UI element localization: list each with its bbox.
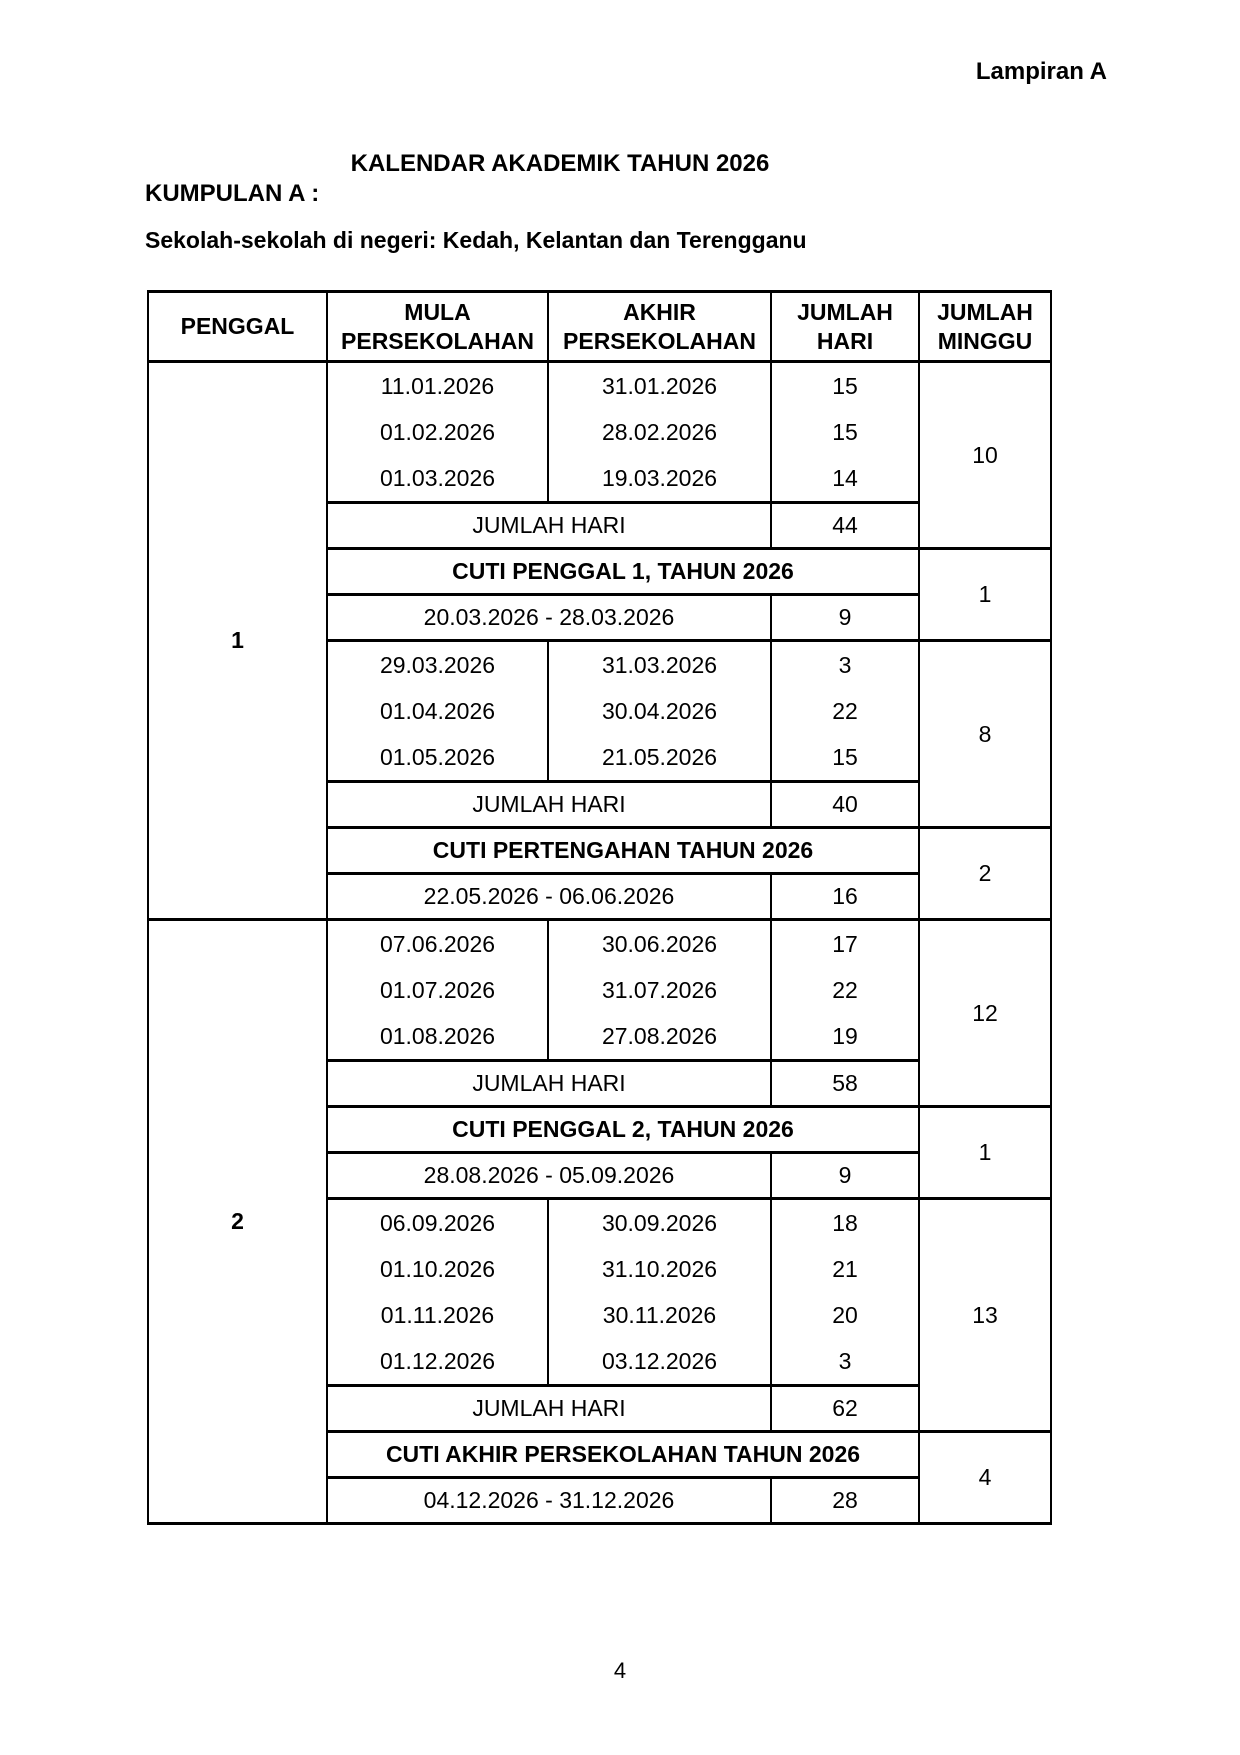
page-title: KALENDAR AKADEMIK TAHUN 2026	[350, 150, 770, 177]
cuti-title: CUTI AKHIR PERSEKOLAHAN TAHUN 2026	[327, 1432, 919, 1478]
minggu-count: 4	[919, 1432, 1051, 1524]
akhir-dates-cell	[548, 362, 771, 503]
akhir-date: 31.01.2026	[601, 373, 718, 399]
akhir-date: 03.12.2026	[601, 1348, 718, 1374]
header-jumlah-minggu: JUMLAH MINGGU	[919, 292, 1051, 362]
hari-counts-cell	[771, 920, 919, 1061]
cuti-title: CUTI PENGGAL 1, TAHUN 2026	[327, 549, 919, 595]
cuti-date-range: 04.12.2026 - 31.12.2026	[327, 1478, 771, 1524]
hari-count: 16	[771, 874, 919, 920]
term-1-label: 1	[148, 362, 327, 920]
jumlah-hari-total: 44	[771, 503, 919, 549]
minggu-count: 2	[919, 828, 1051, 920]
akhir-dates-cell	[548, 641, 771, 782]
header-mula-persekolahan: MULA PERSEKOLAHAN	[327, 292, 548, 362]
akhir-date: 21.05.2026	[601, 744, 718, 770]
minggu-count: 12	[919, 920, 1051, 1107]
akhir-date: 31.10.2026	[601, 1256, 718, 1282]
jumlah-hari-label: JUMLAH HARI	[327, 1386, 771, 1432]
minggu-count: 1	[919, 1107, 1051, 1199]
mula-date: 01.04.2026	[379, 698, 496, 724]
page-number: 4	[613, 1658, 627, 1683]
mula-date: 01.08.2026	[379, 1023, 496, 1049]
hari-count: 22	[832, 698, 858, 724]
hari-count: 19	[832, 1023, 858, 1049]
hari-counts-cell	[771, 641, 919, 782]
hari-count: 28	[771, 1478, 919, 1524]
minggu-count: 1	[919, 549, 1051, 641]
jumlah-hari-total: 40	[771, 782, 919, 828]
hari-count: 14	[832, 465, 858, 491]
mula-date: 01.11.2026	[380, 1302, 495, 1328]
jumlah-hari-total: 58	[771, 1061, 919, 1107]
mula-dates-cell	[327, 1199, 548, 1386]
header-akhir-persekolahan: AKHIR PERSEKOLAHAN	[548, 292, 771, 362]
mula-dates-cell	[327, 362, 548, 503]
table-header-row	[148, 292, 1051, 362]
hari-count: 22	[832, 977, 858, 1003]
mula-dates-cell	[327, 920, 548, 1061]
akhir-date: 30.06.2026	[601, 931, 718, 957]
hari-counts-cell	[771, 362, 919, 503]
cuti-title: CUTI PERTENGAHAN TAHUN 2026	[327, 828, 919, 874]
hari-count: 18	[832, 1210, 858, 1236]
mula-date: 11.01.2026	[380, 373, 495, 399]
hari-count: 21	[832, 1256, 858, 1282]
group-label: KUMPULAN A :	[145, 180, 320, 207]
minggu-count: 10	[919, 362, 1051, 549]
akhir-dates-cell	[548, 1199, 771, 1386]
akhir-date: 27.08.2026	[601, 1023, 718, 1049]
mula-date: 01.03.2026	[379, 465, 496, 491]
hari-count: 9	[771, 1153, 919, 1199]
states-subtitle: Sekolah-sekolah di negeri: Kedah, Kelantan dan Terengganu	[145, 227, 807, 253]
cuti-date-range: 28.08.2026 - 05.09.2026	[327, 1153, 771, 1199]
header-jumlah-hari: JUMLAH HARI	[771, 292, 919, 362]
hari-count: 3	[838, 1348, 852, 1374]
akhir-date: 19.03.2026	[601, 465, 718, 491]
mula-date: 01.02.2026	[379, 419, 496, 445]
mula-dates-cell	[327, 641, 548, 782]
hari-count: 15	[832, 373, 858, 399]
jumlah-hari-total: 62	[771, 1386, 919, 1432]
jumlah-hari-label: JUMLAH HARI	[327, 503, 771, 549]
hari-count: 17	[832, 931, 858, 957]
akhir-date: 31.03.2026	[601, 652, 718, 678]
cuti-date-range: 22.05.2026 - 06.06.2026	[327, 874, 771, 920]
attachment-label: Lampiran A	[975, 58, 1107, 85]
hari-count: 15	[832, 744, 858, 770]
term-2-label: 2	[148, 920, 327, 1524]
minggu-count: 8	[919, 641, 1051, 828]
hari-count: 3	[838, 652, 852, 678]
hari-count: 9	[771, 595, 919, 641]
akhir-date: 30.04.2026	[601, 698, 718, 724]
minggu-count: 13	[919, 1199, 1051, 1432]
akhir-date: 28.02.2026	[601, 419, 718, 445]
header-penggal: PENGGAL	[148, 292, 327, 362]
table-row	[148, 362, 1051, 503]
akhir-date: 31.07.2026	[601, 977, 718, 1003]
mula-date: 01.05.2026	[379, 744, 496, 770]
akhir-date: 30.11.2026	[602, 1302, 717, 1328]
hari-counts-cell	[771, 1199, 919, 1386]
akhir-dates-cell	[548, 920, 771, 1061]
hari-count: 20	[832, 1302, 858, 1328]
jumlah-hari-label: JUMLAH HARI	[327, 1061, 771, 1107]
hari-count: 15	[832, 419, 858, 445]
jumlah-hari-label: JUMLAH HARI	[327, 782, 771, 828]
mula-date: 01.10.2026	[379, 1256, 496, 1282]
table-row	[148, 920, 1051, 1061]
mula-date: 01.12.2026	[379, 1348, 496, 1374]
mula-date: 01.07.2026	[379, 977, 496, 1003]
academic-calendar-table	[147, 290, 1052, 1525]
akhir-date: 30.09.2026	[601, 1210, 718, 1236]
cuti-title: CUTI PENGGAL 2, TAHUN 2026	[327, 1107, 919, 1153]
cuti-date-range: 20.03.2026 - 28.03.2026	[327, 595, 771, 641]
mula-date: 29.03.2026	[379, 652, 496, 678]
mula-date: 07.06.2026	[379, 931, 496, 957]
mula-date: 06.09.2026	[379, 1210, 496, 1236]
